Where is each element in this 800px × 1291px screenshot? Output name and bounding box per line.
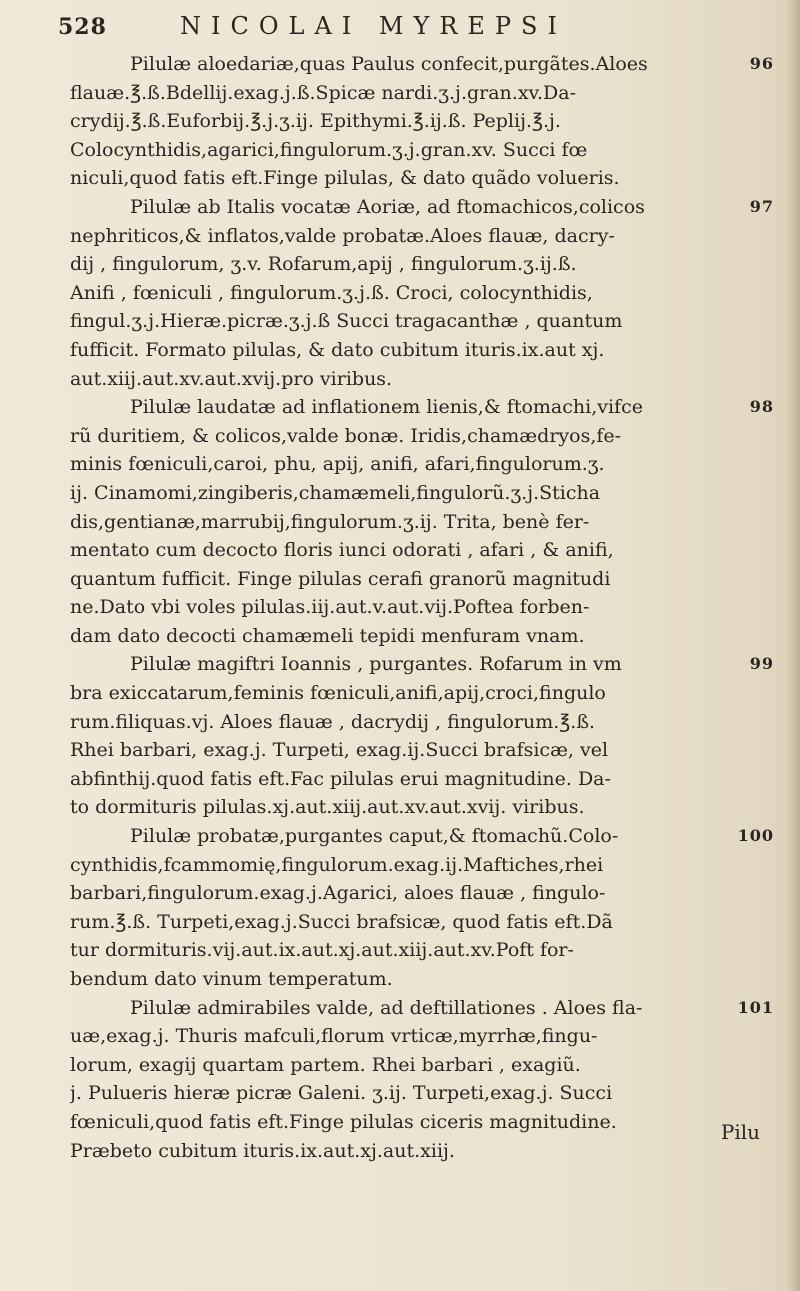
text-line: Rhei barbari, exag.j. Turpeti, exag.ij.Succi brafsicæ, vel [70, 739, 609, 762]
text-line: fœniculi,quod fatis eft.Finge pilulas ciceris magnitudine. [70, 1110, 617, 1133]
text-line: fingul.ʒ.j.Hieræ.picræ.ʒ.j.ß Succi tragacanthæ , quantum [70, 310, 623, 333]
text-line: Præbeto cubitum ituris.ix.aut.xj.aut.xiij. [70, 1139, 455, 1162]
text-line: bendum dato vinum temperatum. [70, 968, 393, 990]
text-line: Pilulæ admirabiles valde, ad deftillationes . Aloes fla- [130, 996, 643, 1019]
text-line: uæ,exag.j. Thuris mafculi,florum vrticæ,myrrhæ,fingu- [70, 1025, 598, 1048]
text-line: cynthidis,fcammomię,fingulorum.exag.ij.Maftiches,rhei [70, 853, 604, 876]
recipe-paragraph [70, 193, 774, 393]
text-line: niculi,quod fatis eft.Finge pilulas, & dato quãdo volueris. [70, 167, 620, 190]
running-head: NICOLAI MYREPSI [180, 12, 567, 40]
page-number: 528 [58, 14, 107, 40]
margin-note: 97 [749, 196, 774, 216]
recipe-paragraph [70, 650, 774, 822]
page-edge-shadow [786, 0, 800, 1291]
text-line: Colocynthidis,agarici,fingulorum.ʒ.j.gran.xv. Succi fœ [70, 138, 588, 161]
text-line: Pilulæ aloedariæ,quas Paulus confecit,purgãtes.Aloes [130, 53, 648, 75]
text-line: bra exiccatarum,feminis fœniculi,anifi,apij,croci,fingulo [70, 682, 606, 705]
margin-note: 99 [749, 654, 774, 674]
text-line: barbari,fingulorum.exag.j.Agarici, aloes flauæ , fingulo- [70, 882, 606, 905]
text-line: mentato cum decocto floris iunci odorati , afari , & anifi, [70, 539, 614, 562]
text-line: tur dormituris.vij.aut.ix.aut.xj.aut.xiij.aut.xv.Poft for- [70, 939, 574, 962]
text-line: rum.℥.ß. Turpeti,exag.j.Succi brafsicæ, quod fatis eft.Dã [70, 910, 613, 933]
text-line: lorum, exagij quartam partem. Rhei barbari , exagiũ. [70, 1053, 581, 1076]
text-line: Pilulæ ab Italis vocatæ Aoriæ, ad ftomachicos,colicos [130, 195, 645, 218]
text-line: to dormituris pilulas.xj.aut.xiij.aut.xv.aut.xvij. viribus. [70, 796, 585, 819]
text-line: fufficit. Formato pilulas, & dato cubitum ituris.ix.aut xj. [70, 338, 605, 361]
page-header [58, 10, 760, 50]
text-line: rũ duritiem, & colicos,valde bonæ. Iridis,chamædryos,fe- [70, 424, 622, 447]
text-line: ne.Dato vbi voles pilulas.iij.aut.v.aut.vij.Poftea forben- [70, 596, 590, 619]
margin-note: 98 [749, 397, 774, 417]
text-body [70, 50, 774, 1165]
text-line: dam dato decocti chamæmeli tepidi menfuram vnam. [70, 624, 585, 647]
margin-note: 100 [737, 826, 774, 846]
text-line: Pilulæ magiftri Ioannis , purgantes. Rofarum in vm [130, 653, 622, 676]
text-line: Pilulæ laudatæ ad inflationem lienis,& ftomachi,vifce [130, 396, 643, 419]
text-line: abfinthij.quod fatis eft.Fac pilulas erui magnitudine. Da- [70, 767, 611, 790]
text-line: Pilulæ probatæ,purgantes caput,& ftomachũ.Colo- [130, 825, 619, 848]
text-line: j. Pulueris hieræ picræ Galeni. ʒ.ij. Turpeti,exag.j. Succi [70, 1082, 613, 1105]
text-line: ij. Cinamomi,zingiberis,chamæmeli,fingulorũ.ʒ.j.Sticha [70, 481, 601, 504]
text-line: minis fœniculi,caroi, phu, apij, anifi, afari,fingulorum.ʒ. [70, 453, 605, 476]
margin-note: 96 [749, 54, 774, 73]
recipe-paragraph [70, 822, 774, 994]
text-line: crydij.℥.ß.Euforbij.℥.j.ʒ.ij. Epithymi.℥.ij.ß. Peplij.℥.j. [70, 110, 561, 133]
recipe-paragraph [70, 994, 774, 1166]
text-line: quantum fufficit. Finge pilulas cerafi granorũ magnitudi [70, 567, 611, 590]
catchword: Pilu [720, 1120, 760, 1144]
recipe-paragraph [70, 50, 774, 193]
text-line: Anifi , fœniculi , fingulorum.ʒ.j.ß. Croci, colocynthidis, [70, 281, 593, 304]
page-content [58, 10, 774, 1165]
recipe-paragraph [70, 393, 774, 650]
text-line: rum.filiquas.vj. Aloes flauæ , dacrydij , fingulorum.℥.ß. [70, 710, 596, 733]
text-line: flauæ.℥.ß.Bdellij.exag.j.ß.Spicæ nardi.ʒ.j.gran.xv.Da- [70, 81, 577, 104]
margin-note: 101 [737, 997, 774, 1017]
text-line: nephriticos,& inflatos,valde probatæ.Aloes flauæ, dacry- [70, 224, 615, 247]
text-line: dij , fingulorum, ʒ.v. Rofarum,apij , fingulorum.ʒ.ij.ß. [70, 253, 577, 276]
text-line: dis,gentianæ,marrubij,fingulorum.ʒ.ij. Trita, benè fer- [70, 510, 590, 533]
text-line: aut.xiij.aut.xv.aut.xvij.pro viribus. [70, 367, 393, 390]
